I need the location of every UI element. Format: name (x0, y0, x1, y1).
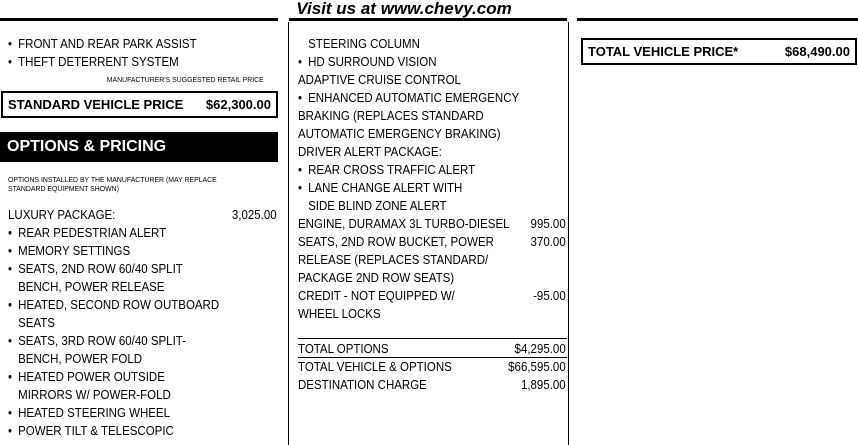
option-line: BRAKING (REPLACES STANDARD (298, 109, 484, 123)
totals-rule (298, 338, 567, 339)
total-options-label: TOTAL OPTIONS (298, 342, 389, 356)
totals (298, 340, 566, 394)
option-line: AUTOMATIC EMERGENCY BRAKING) (298, 127, 501, 141)
standard-price-label: STANDARD VEHICLE PRICE (8, 96, 184, 112)
option-line: DRIVER ALERT PACKAGE: (298, 145, 442, 159)
seats-price: 370.00 (530, 235, 566, 249)
engine-label: ENGINE, DURAMAX 3L TURBO-DIESEL (298, 217, 510, 231)
option-line: • ENHANCED AUTOMATIC EMERGENCY (298, 89, 566, 107)
luxury-item: • REAR PEDESTRIAN ALERT (8, 224, 277, 242)
option-line: RELEASE (REPLACES STANDARD/ (298, 253, 489, 267)
luxury-item: • SEATS, 2ND ROW 60/40 SPLIT (8, 260, 277, 278)
standard-price-value: $62,300.00 (205, 96, 271, 112)
total-vehicle-options-row (298, 358, 566, 376)
options-list (8, 175, 277, 440)
option-line: WHEEL LOCKS (298, 307, 381, 321)
luxury-item: • SEATS, 3RD ROW 60/40 SPLIT- (8, 332, 277, 350)
seats-row (298, 233, 566, 251)
option-line: • LANE CHANGE ALERT WITH (298, 179, 566, 197)
column-divider-right (568, 22, 569, 445)
column-1-top-rule (0, 18, 278, 21)
total-price-value: $68,490.00 (784, 43, 850, 59)
column-2 (298, 35, 566, 323)
luxury-item: • HEATED POWER OUTSIDE (8, 368, 277, 386)
total-options-value: $4,295.00 (514, 342, 566, 356)
column-1 (8, 35, 277, 85)
luxury-item: • MEMORY SETTINGS (8, 242, 277, 260)
msrp-label: MANUFACTURER'S SUGGESTED RETAIL PRICE (106, 75, 264, 84)
option-line: PACKAGE 2ND ROW SEATS) (298, 271, 455, 285)
destination-label: DESTINATION CHARGE (298, 378, 427, 392)
destination-value: 1,895.00 (520, 378, 566, 392)
total-vehicle-options-label: TOTAL VEHICLE & OPTIONS (298, 360, 452, 374)
luxury-item: MIRRORS W/ POWER-FOLD (18, 388, 171, 402)
credit-label: CREDIT - NOT EQUIPPED W/ (298, 289, 455, 303)
option-line: SIDE BLIND ZONE ALERT (308, 199, 447, 213)
site-banner: Visit us at www.chevy.com (296, 0, 512, 18)
credit-price: -95.00 (533, 289, 566, 303)
options-pricing-header: OPTIONS & PRICING (0, 132, 278, 162)
column-divider-left (288, 22, 289, 445)
standard-feature: • FRONT AND REAR PARK ASSIST (8, 35, 277, 53)
luxury-item: SEATS (18, 316, 55, 330)
total-options-row (298, 340, 566, 358)
luxury-item: • POWER TILT & TELESCOPIC (8, 422, 277, 440)
engine-row (298, 215, 566, 233)
luxury-item: • HEATED STEERING WHEEL (8, 404, 277, 422)
luxury-item: • HEATED, SECOND ROW OUTBOARD (8, 296, 277, 314)
option-line: • HD SURROUND VISION (298, 53, 566, 71)
luxury-package-label: LUXURY PACKAGE: (8, 208, 116, 222)
total-options-underline (298, 357, 567, 358)
total-vehicle-options-value: $66,595.00 (508, 360, 566, 374)
luxury-item: BENCH, POWER RELEASE (18, 280, 165, 294)
column-2-top-rule (289, 18, 567, 21)
standard-feature: • THEFT DETERRENT SYSTEM (8, 53, 277, 71)
engine-price: 995.00 (530, 217, 566, 231)
option-line: • REAR CROSS TRAFFIC ALERT (298, 161, 566, 179)
option-line: STEERING COLUMN (308, 37, 420, 51)
credit-row (298, 287, 566, 305)
standard-vehicle-price-box (1, 91, 278, 118)
options-note: OPTIONS INSTALLED BY THE MANUFACTURER (MAY REPLACE (8, 175, 217, 184)
option-line: ADAPTIVE CRUISE CONTROL (298, 73, 461, 87)
options-note: STANDARD EQUIPMENT SHOWN) (8, 184, 119, 193)
total-price-label: TOTAL VEHICLE PRICE* (588, 43, 739, 59)
luxury-package-price: 3,025.00 (231, 208, 277, 222)
column-3-top-rule (577, 18, 858, 21)
total-vehicle-price-box (581, 38, 857, 65)
destination-row (298, 376, 566, 394)
luxury-package-row (8, 206, 277, 224)
luxury-item: BENCH, POWER FOLD (18, 352, 143, 366)
seats-label: SEATS, 2ND ROW BUCKET, POWER (298, 235, 494, 249)
